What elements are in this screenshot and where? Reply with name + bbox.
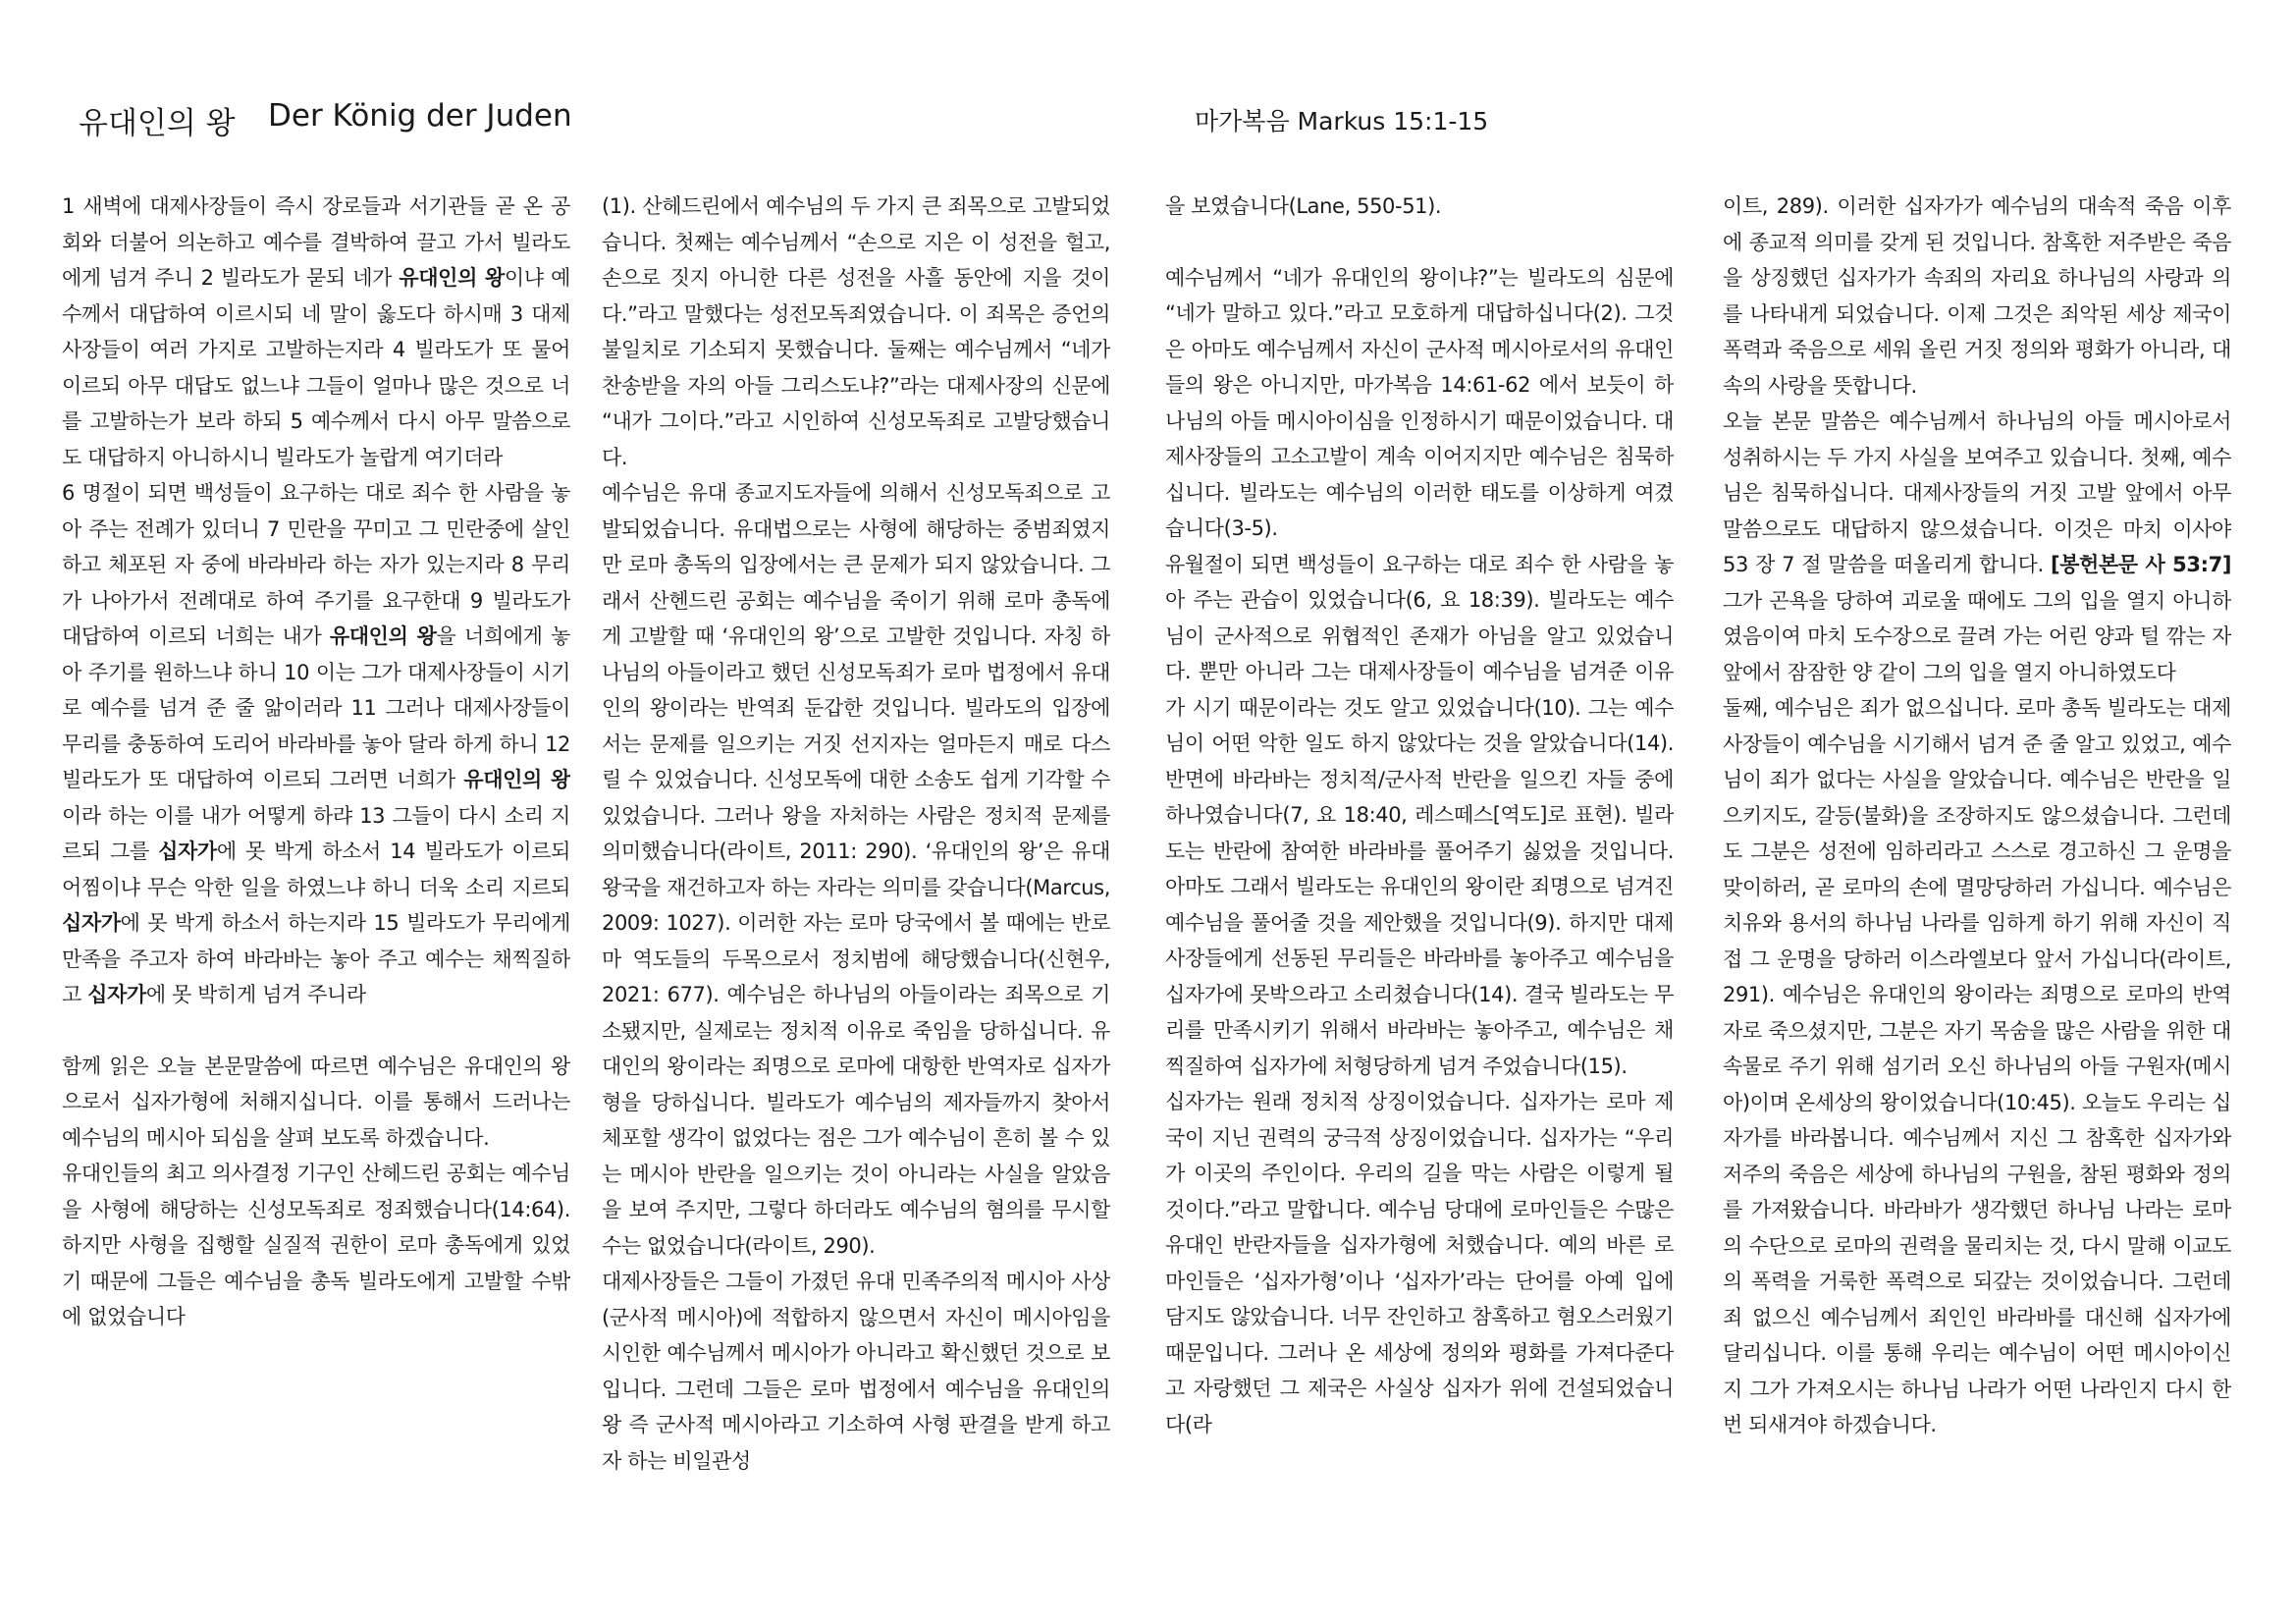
paragraph: 유월절이 되면 백성들이 요구하는 대로 죄수 한 사람을 놓아 주는 관습이 있었습니다(6, 요 18:39). 빌라도는 예수님이 군사적으로 위협적인 존재가 아님을 알고 있었습니다. 뿐만 아니라 그는 대제사장들이 예수님을 넘겨준 이유가 시기 때문이라는 것도 알고 있었습니다(10). 그는 예수님이 어떤 악한 일도 하지 않았다는 것을 알았습니다(14). 반면에 바라바는 정치적/군사적 반란을 일으킨 자들 중에 하나였습니다(7, 요 18:40, 레스떼스[역도]로 표현). 빌라도는 반란에 참여한 바라바를 풀어주기 싫었을 것입니다. 아마도 그래서 빌라도는 유대인의 왕이란 죄명으로 넘겨진 예수님을 풀어줄 것을 제안했을 것입니다(9). 하지만 대제사장들에게 선동된 무리들은 바라바를 놓아주고 예수님을 십자가에 못박으라고 소리쳤습니다(14). 결국 빌라도는 무리를 만족시키기 위해서 바라바는 놓아주고, 예수님은 채찍질하여 십자가에 처형당하게 넘겨 주었습니다(15). bbox=[1165, 552, 1674, 1078]
paragraph: 함께 읽은 오늘 본문말씀에 따르면 예수님은 유대인의 왕으로서 십자가형에 처해지십니다. 이를 통해서 드러나는 예수님의 메시아 되심을 살펴 보도록 하겠습니다. bbox=[62, 1054, 570, 1150]
scripture-reference: 마가복음 Markus 15:1-15 bbox=[1195, 107, 1489, 135]
paragraph: 오늘 본문 말씀은 예수님께서 하나님의 아들 메시아로서 성취하시는 두 가지 사실을 보여주고 있습니다. 첫째, 예수님은 침묵하십니다. 대제사장들의 거짓 고발 앞에서 아무 말씀으로도 대답하지 않으셨습니다. 이것은 마치 이사야 53 장 7 절 말씀을 떠올리게 합니다. [봉헌본문 사 53:7] 그가 곤욕을 당하여 괴로울 때에도 그의 입을 열지 아니하였음이여 마치 도수장으로 끌려 가는 어린 양과 털 깎는 자 앞에서 잠잠한 양 같이 그의 입을 열지 아니하였도다 bbox=[1723, 409, 2231, 684]
paragraph: 둘째, 예수님은 죄가 없으십니다. 로마 총독 빌라도는 대제사장들이 예수님을 시기해서 넘겨 준 줄 알고 있었고, 예수님이 죄가 없다는 사실을 알았습니다. 예수님은 반란을 일으키지도, 갈등(불화)을 조장하지도 않으셨습니다. 그런데도 그분은 성전에 임하리라고 스스로 경고하신 그 운명을 맞이하러, 곧 로마의 손에 멸망당하러 가십니다. 예수님은 치유와 용서의 하나님 나라를 임하게 하기 위해 자신이 직접 그 운명을 당하러 이스라엘보다 앞서 가십니다(라이트, 291). 예수님은 유대인의 왕이라는 죄명으로 로마의 반역자로 죽으셨지만, 그분은 자기 목숨을 많은 사람을 위한 대속물로 주기 위해 섬기러 오신 하나님의 아들 구원자(메시아)이며 온세상의 왕이었습니다(10:45). 오늘도 우리는 십자가를 바라봅니다. 예수님께서 지신 그 참혹한 십자가와 저주의 죽음은 세상에 하나님의 구원을, 참된 평화와 정의를 가져왔습니다. 바라바가 생각했던 하나님 나라는 로마의 수단으로 로마의 권력을 물리치는 것, 다시 말해 이교도의 폭력을 거룩한 폭력으로 되갚는 것이었습니다. 그런데 죄 없으신 예수님께서 죄인인 바라바를 대신해 십자가에 달리십니다. 이를 통해 우리는 예수님이 어떤 메시아이신지 그가 가져오시는 하나님 나라가 어떤 나라인지 다시 한 번 되새겨야 하겠습니다. bbox=[1723, 696, 2231, 1436]
text-columns bbox=[62, 189, 2261, 1602]
emphasis: 십자가 bbox=[158, 839, 217, 863]
emphasis: 유대인의 왕 bbox=[399, 266, 505, 290]
emphasis: 유대인의 왕 bbox=[329, 624, 437, 648]
column-1 bbox=[62, 189, 570, 1602]
emphasis: [봉헌본문 사 53:7] bbox=[2050, 553, 2231, 576]
paragraph: 유대인들의 최고 의사결정 기구인 산헤드린 공회는 예수님을 사형에 해당하는 신성모독죄로 정죄했습니다(14:64). 하지만 사형을 집행할 실질적 권한이 로마 총독에게 있었기 때문에 그들은 예수님을 총독 빌라도에게 고발할 수밖에 없었습니다 bbox=[62, 1162, 570, 1328]
paragraph: 십자가는 원래 정치적 상징이었습니다. 십자가는 로마 제국이 지닌 권력의 궁극적 상징이었습니다. 십자가는 “우리가 이곳의 주인이다. 우리의 길을 막는 사람은 이렇게 될 것이다.”라고 말합니다. 예수님 당대에 로마인들은 수많은 유대인 반란자들을 십자가형에 처했습니다. 예의 바른 로마인들은 ‘십자가형’이나 ‘십자가’라는 단어를 아예 입에 담지도 않았습니다. 너무 잔인하고 참혹하고 혐오스러웠기 때문입니다. 그러나 온 세상에 정의와 평화를 가져다준다고 자랑했던 그 제국은 사실상 십자가 위에 건설되었습니다(라 bbox=[1165, 1090, 1674, 1436]
paragraph: 대제사장들은 그들이 가졌던 유대 민족주의적 메시아 사상(군사적 메시아)에 적합하지 않으면서 자신이 메시아임을 시인한 예수님께서 메시아가 아니라고 확신했던 것으로 보입니다. 그런데 그들은 로마 법정에서 예수님을 유대인의 왕 즉 군사적 메시아라고 기소하여 사형 판결을 받게 하고자 하는 비일관성 bbox=[602, 1270, 1110, 1473]
column-2 bbox=[602, 189, 1110, 1602]
column-4 bbox=[1723, 189, 2231, 1602]
paragraph: 을 보였습니다(Lane, 550-51). bbox=[1165, 194, 1442, 218]
column-3 bbox=[1165, 189, 1674, 1602]
emphasis: 유대인의 왕 bbox=[463, 768, 570, 791]
paragraph: (1). 산헤드린에서 예수님의 두 가지 큰 죄목으로 고발되었습니다. 첫째는 예수님께서 “손으로 지은 이 성전을 헐고, 손으로 짓지 아니한 다른 성전을 사흘 동안에 지을 것이다.”라고 말했다는 성전모독죄였습니다. 이 죄목은 증언의 불일치로 기소되지 못했습니다. 둘째는 예수님께서 “네가 찬송받을 자의 아들 그리스도냐?”라는 대제사장의 신문에 “내가 그이다.”라고 시인하여 신성모독죄로 고발당했습니다. bbox=[602, 194, 1110, 469]
paragraph: 이트, 289). 이러한 십자가가 예수님의 대속적 죽음 이후에 종교적 의미를 갖게 된 것입니다. 참혹한 저주받은 죽음을 상징했던 십자가가 속죄의 자리요 하나님의 사랑과 의를 나타내게 되었습니다. 이제 그것은 죄악된 세상 제국이 폭력과 죽음으로 세워 올린 거짓 정의와 평화가 아니라, 대속의 사랑을 뜻합니다. bbox=[1723, 194, 2231, 398]
paragraph: 예수님은 유대 종교지도자들에 의해서 신성모독죄으로 고발되었습니다. 유대법으로는 사형에 해당하는 중범죄였지만 로마 총독의 입장에서는 큰 문제가 되지 않았습니다. 그래서 산헨드린 공회는 예수님을 죽이기 위해 로마 총독에게 고발할 때 ‘유대인의 왕’으로 고발한 것입니다. 자칭 하나님의 아들이라고 했던 신성모독죄가 로마 법정에서 유대인의 왕이라는 반역죄 둔갑한 것입니다. 빌라도의 입장에서는 문제를 일으키는 거짓 선지자는 얼마든지 매로 다스릴 수 있었습니다. 신성모독에 대한 소송도 쉽게 기각할 수 있었습니다. 그러나 왕을 자처하는 사람은 정치적 문제를 의미했습니다(라이트, 2011: 290). ‘유대인의 왕’은 유대왕국을 재건하고자 하는 자라는 의미를 갖습니다(Marcus, 2009: 1027). 이러한 자는 로마 당국에서 볼 때에는 반로마 역도들의 두목으로서 정치범에 해당했습니다(신현우, 2021: 677). 예수님은 하나님의 아들이라는 죄목으로 기소됐지만, 실제로는 정치적 이유로 죽임을 당하십니다. 유대인의 왕이라는 죄명으로 로마에 대항한 반역자로 십자가형을 당하십니다. 빌라도가 예수님의 제자들까지 찾아서 체포할 생각이 없었다는 점은 그가 예수님이 흔히 볼 수 있는 메시아 반란을 일으키는 것이 아니라는 사실을 알았음을 보여 주지만, 그렇다 하더라도 예수님의 혐의를 무시할 수는 없었습니다(라이트, 290). bbox=[602, 481, 1110, 1258]
page-header bbox=[0, 98, 2296, 145]
emphasis: 십자가 bbox=[62, 911, 121, 935]
title-german: Der König der Juden bbox=[268, 98, 572, 134]
paragraph: 1 새벽에 대제사장들이 즉시 장로들과 서기관들 곧 온 공회와 더불어 의논하고 예수를 결박하여 끌고 가서 빌라도에게 넘겨 주니 2 빌라도가 묻되 네가 유대인의 왕이냐 예수께서 대답하여 이르시되 네 말이 옳도다 하시매 3 대제사장들이 여러 가지로 고발하는지라 4 빌라도가 또 물어 이르되 아무 대답도 없느냐 그들이 얼마나 많은 것으로 너를 고발하는가 보라 하되 5 예수께서 다시 아무 말씀으로도 대답하지 아니하시니 빌라도가 놀랍게 여기더라 bbox=[62, 194, 570, 469]
title-korean: 유대인의 왕 bbox=[79, 106, 236, 141]
paragraph: 6 명절이 되면 백성들이 요구하는 대로 죄수 한 사람을 놓아 주는 전례가 있더니 7 민란을 꾸미고 그 민란중에 살인하고 체포된 자 중에 바라바라 하는 자가 있는지라 8 무리가 나아가서 전례대로 하여 주기를 요구한대 9 빌라도가 대답하여 이르되 너희는 내가 유대인의 왕을 너희에게 놓아 주기를 원하느냐 하니 10 이는 그가 대제사장들이 시기로 예수를 넘겨 준 줄 앎이러라 11 그러나 대제사장들이 무리를 충동하여 도리어 바라바를 놓아 달라 하게 하니 12 빌라도가 또 대답하여 이르되 그러면 너희가 유대인의 왕이라 하는 이를 내가 어떻게 하랴 13 그들이 다시 소리 지르되 그를 십자가에 못 박게 하소서 14 빌라도가 이르되 어찜이냐 무슨 악한 일을 하였느냐 하니 더욱 소리 지르되 십자가에 못 박게 하소서 하는지라 15 빌라도가 무리에게 만족을 주고자 하여 바라바는 놓아 주고 예수는 채찍질하고 십자가에 못 박히게 넘겨 주니라 bbox=[62, 481, 570, 1006]
emphasis: 십자가 bbox=[87, 983, 146, 1006]
paragraph: 예수님께서 “네가 유대인의 왕이냐?”는 빌라도의 심문에 “네가 말하고 있다.”라고 모호하게 대답하십니다(2). 그것은 아마도 예수님께서 자신이 군사적 메시아로서의 유대인들의 왕은 아니지만, 마가복음 14:61-62 에서 보듯이 하나님의 아들 메시아이심을 인정하시기 때문이었습니다. 대제사장들의 고소고발이 계속 이어지지만 예수님은 침묵하십니다. 빌라도는 예수님의 이러한 태도를 이상하게 여겼습니다(3-5). bbox=[1165, 265, 1674, 540]
